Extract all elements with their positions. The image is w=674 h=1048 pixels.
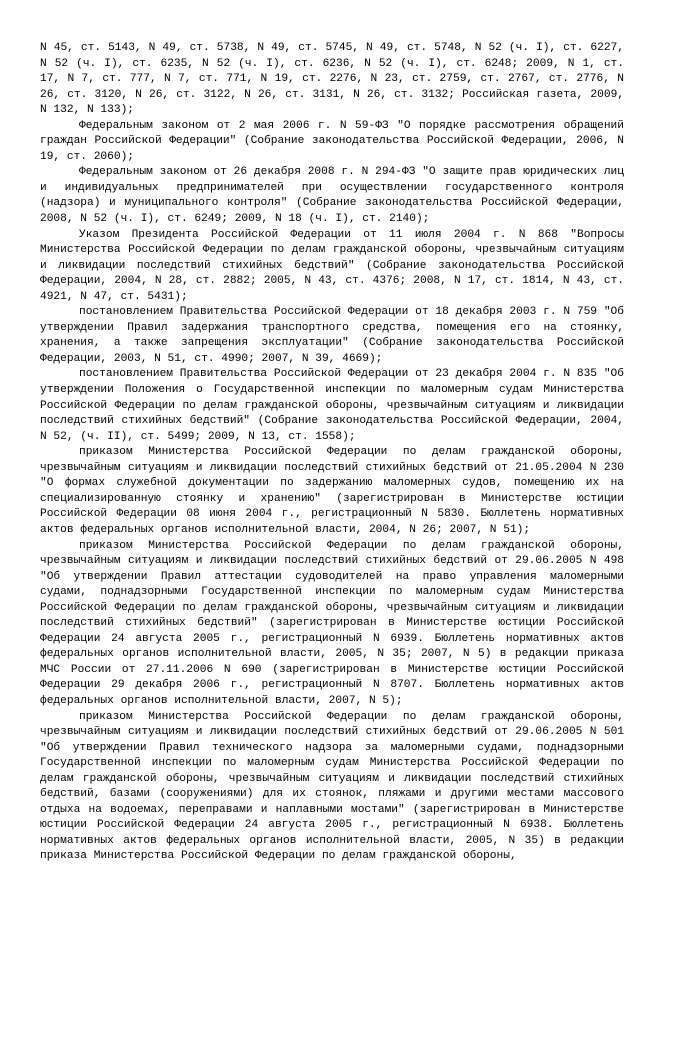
- paragraph: приказом Министерства Российской Федерации по делам гражданской обороны, чрезвычайным ситуациям и ликвидации последствий стихийных бедствий от 29.06.2005 N 498 "Об утверждении Правил аттестации судоводителей на право управления маломерными судами, поднадзорными Государственной инспекции по маломерным судам Министерства Российской Федерации по делам гражданской обороны, чрезвычайным ситуациям и ликвидации последствий стихийных бедствий" (зарегистрирован в Министерстве юстиции Российской Федерации 24 августа 2005 г., регистрационный N 6939. Бюллетень нормативных актов федеральных органов исполнительной власти, 2005, N 35; 2007, N 5) в редакции приказа МЧС России от 27.11.2006 N 690 (зарегистрирован в Министерстве юстиции Российской Федерации 29 декабря 2006 г., регистрационный N 8707. Бюллетень нормативных актов федеральных органов исполнительной власти, 2007, N 5);: [40, 539, 624, 707]
- paragraph: Указом Президента Российской Федерации от 11 июля 2004 г. N 868 "Вопросы Министерства Российской Федерации по делам гражданской обороны, чрезвычайным ситуациям и ликвидации последствий стихийных бедствий" (Собрание законодательства Российской Федерации, 2004, N 28, ст. 2882; 2005, N 43, ст. 4376; 2008, N 17, ст. 1814, N 43, ст. 4921, N 47, ст. 5431);: [40, 228, 624, 303]
- paragraph: приказом Министерства Российской Федерации по делам гражданской обороны, чрезвычайным ситуациям и ликвидации последствий стихийных бедствий от 29.06.2005 N 501 "Об утверждении Правил технического надзора за маломерными судами, поднадзорными Государственной инспекции по маломерным судам Министерства Российской Федерации по делам гражданской обороны, чрезвычайным ситуациям и ликвидации последствий стихийных бедствий, базами (сооружениями) для их стоянок, пляжами и другими местами массового отдыха на водоемах, переправами и наплавными мостами" (зарегистрирован в Министерстве юстиции Российской Федерации 24 августа 2005 г., регистрационный N 6938. Бюллетень нормативных актов федеральных органов исполнительной власти, 2005, N 35) в редакции приказа Министерства Российской Федерации по делам гражданской обороны,: [40, 710, 624, 863]
- paragraph: постановлением Правительства Российской Федерации от 18 декабря 2003 г. N 759 "Об утверждении Правил задержания транспортного средства, помещения его на стоянку, хранения, а также запрещения эксплуатации" (Собрание законодательства Российской Федерации, 2003, N 51, ст. 4990; 2007, N 39, 4669);: [40, 306, 624, 365]
- paragraph: N 45, ст. 5143, N 49, ст. 5738, N 49, ст. 5745, N 49, ст. 5748, N 52 (ч. I), ст. 6227, N 52 (ч. I), ст. 6235, N 52 (ч. I), ст. 6236, N 52 (ч. I), ст. 6248; 2009, N 1, ст. 17, N 7, ст. 777, N 7, ст. 771, N 19, ст. 2276, N 23, ст. 2759, ст. 2767, ст. 2776, N 26, ст. 3120, N 26, ст. 3122, N 26, ст. 3131, N 26, ст. 3132; Российская газета, 2009, N 132, N 133);: [40, 42, 624, 117]
- paragraph: Федеральным законом от 26 декабря 2008 г. N 294-ФЗ "О защите прав юридических лиц и индивидуальных предпринимателей при осуществлении государственного контроля (надзора) и муниципального контроля" (Собрание законодательства Российской Федерации, 2008, N 52 (ч. I), ст. 6249; 2009, N 18 (ч. I), ст. 2140);: [40, 166, 624, 226]
- document-page: [40, 41, 624, 865]
- paragraph: Федеральным законом от 2 мая 2006 г. N 59-ФЗ "О порядке рассмотрения обращений граждан Российской Федерации" (Собрание законодательства Российской Федерации, 2006, N 19, ст. 2060);: [40, 119, 624, 163]
- paragraph: приказом Министерства Российской Федерации по делам гражданской обороны, чрезвычайным ситуациям и ликвидации последствий стихийных бедствий от 21.05.2004 N 230 "О формах служебной документации по задержанию маломерных судов, помещению их на специализированную стоянку и хранению" (зарегистрирован в Министерстве юстиции Российской Федерации 08 июня 2004 г., регистрационный N 5830. Бюллетень нормативных актов федеральных органов исполнительной власти, 2004, N 26; 2007, N 51);: [40, 446, 624, 536]
- paragraph: постановлением Правительства Российской Федерации от 23 декабря 2004 г. N 835 "Об утверждении Положения о Государственной инспекции по маломерным судам Министерства Российской Федерации по делам гражданской обороны, чрезвычайным ситуациям и ликвидации последствий стихийных бедствий" (Собрание законодательства Российской Федерации, 2004, N 52, (ч. II), ст. 5499; 2009, N 13, ст. 1558);: [40, 368, 624, 443]
